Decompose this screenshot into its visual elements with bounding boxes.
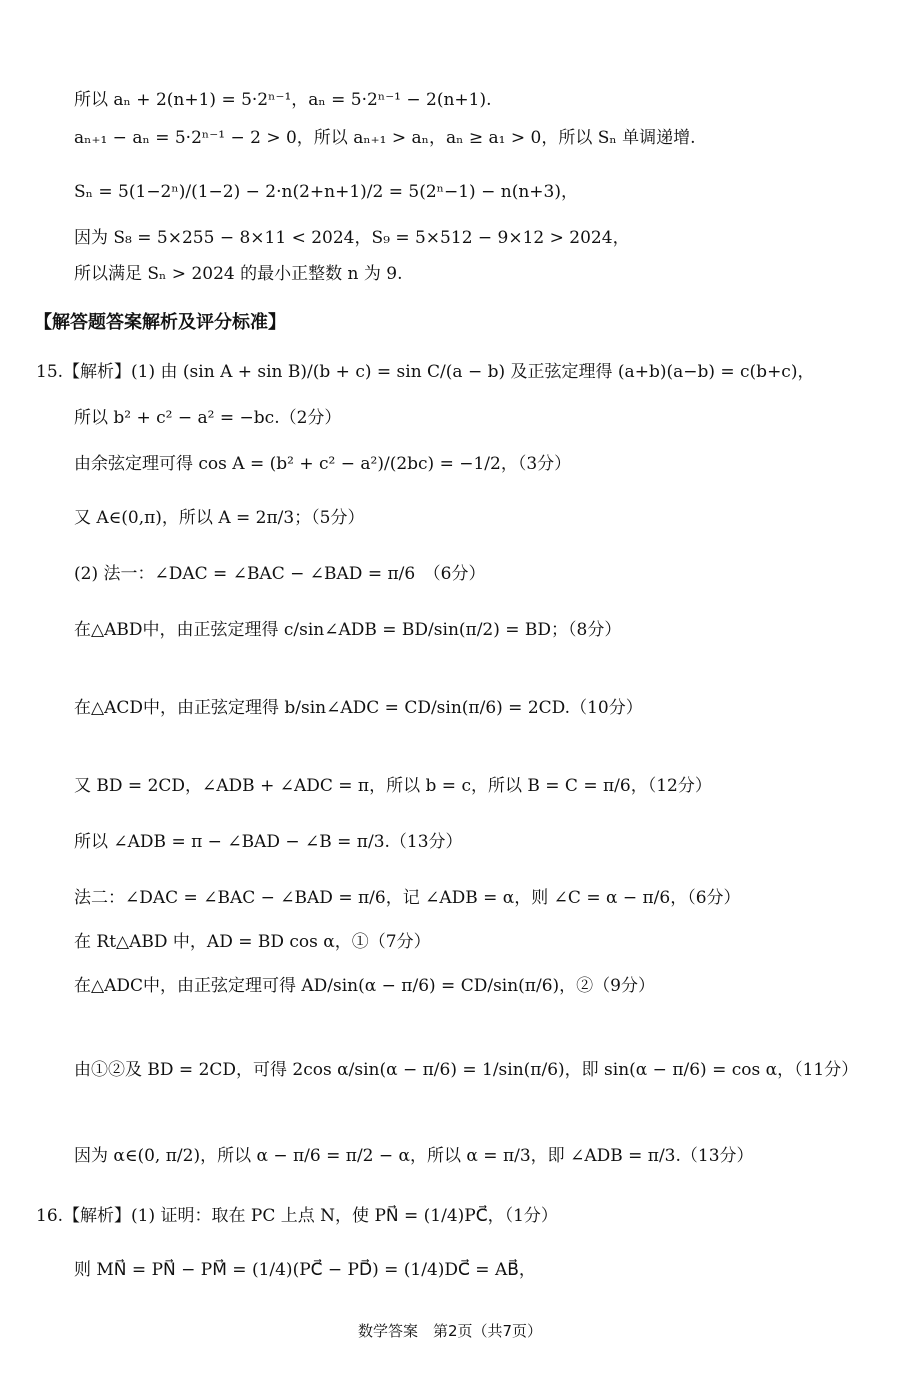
line-q15-12: 在△ADC中，由正弦定理可得 AD/sin(α − π/6) = CD/sin(π/6)，②（9分） xyxy=(74,976,655,996)
line-1: 所以 aₙ + 2(n+1) = 5·2ⁿ⁻¹，aₙ = 5·2ⁿ⁻¹ − 2(n+1). xyxy=(74,90,492,110)
page-footer: 数学答案 第2页（共7页） xyxy=(357,1322,543,1340)
line-q15-5: (2) 法一：∠DAC = ∠BAC − ∠BAD = π/6 （6分） xyxy=(74,564,486,584)
line-q15-9: 所以 ∠ADB = π − ∠BAD − ∠B = π/3.（13分） xyxy=(74,832,463,852)
line-4: 因为 S₈ = 5×255 − 8×11 < 2024，S₉ = 5×512 − 9×12 > 2024， xyxy=(74,228,630,248)
line-2: aₙ₊₁ − aₙ = 5·2ⁿ⁻¹ − 2 > 0，所以 aₙ₊₁ > aₙ，aₙ ≥ a₁ > 0，所以 Sₙ 单调递增. xyxy=(74,128,696,148)
line-3: Sₙ = 5(1−2ⁿ)/(1−2) − 2·n(2+n+1)/2 = 5(2ⁿ−1) − n(n+3)， xyxy=(74,182,578,202)
line-q15-2: 所以 b² + c² − a² = −bc.（2分） xyxy=(74,408,342,428)
line-q15-10: 法二：∠DAC = ∠BAC − ∠BAD = π/6，记 ∠ADB = α，则 ∠C = α − π/6，（6分） xyxy=(74,888,741,908)
line-q15-6: 在△ABD中，由正弦定理得 c/sin∠ADB = BD/sin(π/2) = BD；（8分） xyxy=(74,620,622,640)
section-heading: 【解答题答案解析及评分标准】 xyxy=(34,312,286,333)
line-q15-7: 在△ACD中，由正弦定理得 b/sin∠ADC = CD/sin(π/6) = 2CD.（10分） xyxy=(74,698,643,718)
line-q16-2: 则 MN⃗ = PN⃗ − PM⃗ = (1/4)(PC⃗ − PD⃗) = (1/4)DC⃗ = AB⃗， xyxy=(74,1260,536,1280)
line-q16-1: 16.【解析】(1) 证明：取在 PC 上点 N，使 PN⃗ = (1/4)PC⃗，（1分） xyxy=(36,1206,558,1226)
line-q15-13: 由①②及 BD = 2CD，可得 2cos α/sin(α − π/6) = 1/sin(π/6)，即 sin(α − π/6) = cos α，（11分） xyxy=(74,1060,859,1080)
line-q15-3: 由余弦定理可得 cos A = (b² + c² − a²)/(2bc) = −1/2，（3分） xyxy=(74,454,572,474)
line-q15-4: 又 A∈(0,π)，所以 A = 2π/3；（5分） xyxy=(74,508,365,528)
line-q15-1: 15.【解析】(1) 由 (sin A + sin B)/(b + c) = sin C/(a − b) 及正弦定理得 (a+b)(a−b) = c(b+c)， xyxy=(36,362,815,382)
line-5: 所以满足 Sₙ > 2024 的最小正整数 n 为 9. xyxy=(74,264,403,284)
line-q15-8: 又 BD = 2CD，∠ADB + ∠ADC = π，所以 b = c，所以 B = C = π/6，（12分） xyxy=(74,776,712,796)
line-q15-11: 在 Rt△ABD 中，AD = BD cos α，①（7分） xyxy=(74,932,431,952)
line-q15-14: 因为 α∈(0, π/2)，所以 α − π/6 = π/2 − α，所以 α = π/3，即 ∠ADB = π/3.（13分） xyxy=(74,1146,754,1166)
